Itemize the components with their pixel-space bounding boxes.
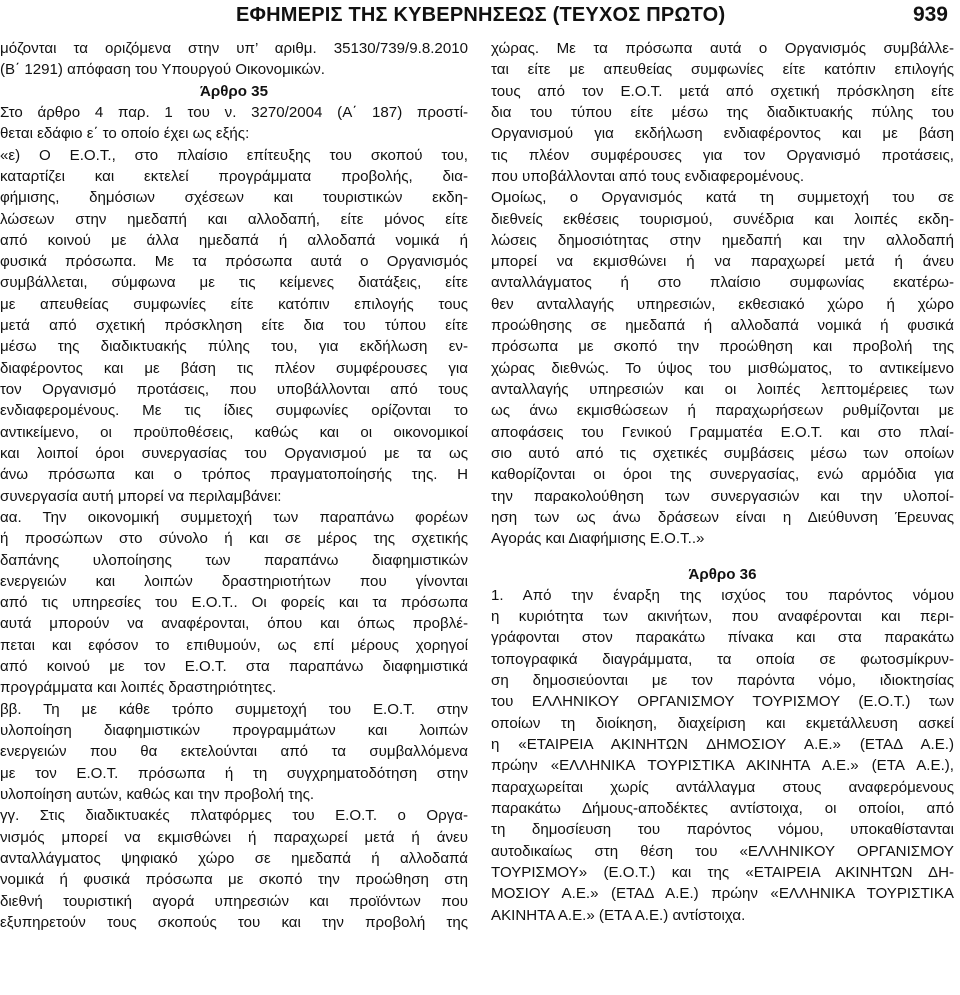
text-line: διαφέροντος και με βάση τις πλέον συμφέρουσες για [0, 359, 468, 377]
text-line: που υποβάλλονται από τους ενδιαφερομένους. [491, 167, 805, 185]
text-line: φήμισης, δημόσιων σχέσεων και τουριστικών εκδη- [0, 189, 468, 207]
text-line: πρόσωπα με σκοπό την προώθηση και προβολή της [491, 338, 954, 356]
text-line: συνεργασία αυτή μπορεί να περιλαμβάνει: [0, 487, 282, 505]
text-line: ΑΚΙΝΗΤΑ Α.Ε.» (ΕΤΑ Α.Ε.) αντίστοιχα. [491, 906, 746, 924]
text-line: καταρτίζει και εκτελεί προγράμματα προβολής, δια- [0, 167, 468, 185]
text-line: γράφονται στον παρακάτω πίνακα και στα παρακάτω [491, 629, 954, 647]
gazette-title: ΕΦΗΜΕΡΙΣ ΤΗΣ ΚΥΒΕΡΝΗΣΕΩΣ (ΤΕΥΧΟΣ ΠΡΩΤΟ) [236, 4, 726, 26]
text-line: του ΕΛΛΗΝΙΚΟΥ ΟΡΓΑΝΙΣΜΟΥ ΤΟΥΡΙΣΜΟΥ (Ε.Ο.Τ.) των [491, 693, 954, 711]
text-line: και λοιποί όροι συνεργασίας του Οργανισμού με τα ως [0, 444, 468, 462]
article-heading: Άρθρο 36 [688, 565, 757, 583]
text-line: νομικά ή φυσικά πρόσωπα με σκοπό την προώθηση στη [0, 871, 468, 889]
text-line: ή προσώπων στο σύνολο ή και σε μέρος της σχετικής [0, 530, 468, 548]
text-line: μόζονται τα οριζόμενα στην υπ’ αριθμ. 35130/739/9.8.2010 [0, 40, 468, 57]
text-line: την παρακολούθηση των συνεργασιών και την υλοποί- [491, 487, 954, 505]
text-line: σιο αυτό από τις σχετικές συμβάσεις μέσω των οποίων [491, 444, 954, 462]
text-line: ηση των ως άνω δράσεων είναι η Διεύθυνση Έρευνας [491, 508, 954, 526]
text-line: (Β΄ 1291) απόφαση του Υπουργού Οικονομικών. [0, 61, 326, 79]
text-line: Στο άρθρο 4 παρ. 1 του ν. 3270/2004 (Α΄ 187) προστί- [0, 103, 468, 121]
text-line: συμβάλλεται, σύμφωνα με τις κείμενες διατάξεις, είτε [0, 274, 468, 292]
text-line: νισμός μπορεί να εκμισθώνει ή παραχωρεί μετά ή άνευ [0, 828, 468, 846]
text-line: τη δημοσίευση του παρόντος νόμου, υποκαθίστανται [491, 821, 954, 839]
text-line: η κυριότητα των ακινήτων, που αναφέρονται και περι- [491, 608, 954, 626]
text-line: μέσω της διαδικτυακής πύλης του, για εκδήλωση εν- [0, 338, 468, 356]
text-line: «ε) Ο Ε.Ο.Τ., στο πλαίσιο επίτευξης του σκοπού του, [0, 146, 468, 164]
text-line: ως άνω εκμισθώσεων ή παραχωρήσεων ρυθμίζονται με [491, 402, 954, 420]
text-line: δαπάνης υλοποίησης των παραπάνω διαφημιστικών [0, 551, 468, 569]
text-line: προώθησης σε ημεδαπά ή αλλοδαπά νομικά ή φυσικά [491, 317, 954, 335]
text-line: αντικείμενο, οι προϋποθέσεις, καθώς και οι οικονομικοί [0, 423, 468, 441]
text-line: από κοινού με τον Ε.Ο.Τ. στα παραπάνω διαφημιστικά [0, 658, 468, 676]
text-line: παραχωρείται χωρίς αντάλλαγμα στους αναφερόμενους [491, 778, 954, 796]
text-line: 1. Από την έναρξη της ισχύος του παρόντος νόμου [491, 586, 954, 604]
text-line: προγράμματα και λοιπές δραστηριότητες. [0, 679, 277, 697]
text-line: ΤΟΥΡΙΣΜΟΥ» (Ε.Ο.Τ.) και της «ΕΤΑΙΡΕΙΑ ΑΚΙΝΗΤΩΝ ΔΗ- [491, 863, 954, 881]
text-line: ανταλλάγματος ή στο πλαίσιο συμφωνίας εκατέρω- [491, 274, 954, 292]
text-line: χώρας διεθνώς. Το ύψος του μισθώματος, το αντικείμενο [491, 359, 954, 377]
text-line: λώσεις δημοσιότητας στην ημεδαπή και την αλλοδαπή [491, 231, 954, 249]
left-text-column [0, 38, 468, 933]
text-line: λώσεων στην ημεδαπή και αλλοδαπή, είτε μόνος είτε [0, 210, 468, 228]
text-line: γγ. Στις διαδικτυακές πλατφόρμες του Ε.Ο.Τ. ο Οργα- [0, 807, 468, 825]
text-line: ση δημοσιεύονται με τον παρόντα νόμο, ιδιοκτησίας [491, 672, 954, 690]
text-line: αποφάσεις του Γενικού Γραμματέα Ε.Ο.Τ. και στο πλαί- [491, 423, 954, 441]
text-line: πεται και εφόσον το επιθυμούν, ως επί μέρους χορηγοί [0, 636, 468, 654]
text-line: από κοινού με άλλα ημεδαπά ή αλλοδαπά νομικά ή [0, 231, 468, 249]
text-line: τις πλέον συμφέρουσες για τον Οργανισμό προτάσεις, [491, 146, 954, 164]
text-line: εξυπηρετούν τους σκοπούς του και την προβολή της [0, 913, 468, 931]
text-line: δια του τύπου είτε μέσω της διαδικτυακής πύλης του [491, 103, 954, 121]
text-line: τοπογραφικά διαγράμματα, τα οποία σε φωτοσμίκρυν- [491, 650, 954, 668]
text-line: με τον Ε.Ο.Τ. πρόσωπα ή τη συγχρηματοδότηση στην [0, 764, 468, 782]
text-line: ται είτε με απευθείας συμφωνίες είτε κατόπιν επιλογής [491, 61, 954, 79]
text-line: υλοποίηση αυτών, καθώς και την προβολή της. [0, 785, 315, 803]
text-line: μετά από σχετική πρόσκληση είτε δια του τύπου είτε [0, 317, 468, 335]
text-line: φυσικά πρόσωπα. Με τα πρόσωπα αυτά ο Οργανισμός [0, 253, 468, 271]
text-line: ενεργειών και λοιπών δραστηριοτήτων που γίνονται [0, 572, 468, 590]
page-number: 939 [912, 3, 948, 26]
text-line: αα. Την οικονομική συμμετοχή των παραπάνω φορέων [0, 508, 468, 526]
text-line: ΜΟΣΙΟΥ Α.Ε.» (ΕΤΑΔ Α.Ε.) πρώην «ΕΛΛΗΝΙΚΑ ΤΟΥΡΙΣΤΙΚΑ [491, 885, 954, 903]
text-line: άνω πρόσωπα και ο τρόπος πραγματοποίησής της. Η [0, 466, 468, 484]
text-line: υλοποίηση διαφημιστικών προγραμμάτων και λοιπών [0, 722, 468, 739]
text-line: ενεργειών που θα εκτελούνται από τα συμβαλλόμενα [0, 743, 468, 761]
text-line: τον Οργανισμό προτάσεις, που υποβάλλονται από τους [0, 381, 468, 398]
text-line: πρώην «ΕΛΛΗΝΙΚΑ ΤΟΥΡΙΣΤΙΚΑ ΑΚΙΝΗΤΑ Α.Ε.» (ΕΤΑ Α.Ε.), [491, 757, 954, 775]
text-line: διεθνή τουριστική αγορά υπηρεσιών και προϊόντων που [0, 892, 468, 910]
text-line: ανταλλάγματος ψηφιακό χώρο σε ημεδαπά ή αλλοδαπά [0, 849, 468, 867]
right-text-column [491, 38, 954, 926]
page-header [0, 0, 960, 36]
text-line: οποίων τη διοίκηση, διαχείριση και εκμετάλλευση ασκεί [491, 714, 954, 732]
text-line: θεν ανταλλαγής υπηρεσιών, εκθεσιακό χώρο ή χώρο [491, 295, 954, 313]
section-spacer [491, 550, 954, 564]
text-line: διεθνείς εκθέσεις τουρισμού, συνέδρια και λοιπές εκδη- [491, 210, 954, 228]
text-line: η «ΕΤΑΙΡΕΙΑ ΑΚΙΝΗΤΩΝ ΔΗΜΟΣΙΟΥ Α.Ε.» (ΕΤΑΔ Α.Ε.) [491, 736, 954, 753]
text-line: μπορεί να εκμισθώνει ή να παραχωρεί μετά ή άνευ [491, 253, 954, 271]
text-line: καθορίζονται οι όροι της συνεργασίας, ενώ αρμόδια για [491, 466, 954, 484]
text-line: χώρας. Με τα πρόσωπα αυτά ο Οργανισμός συμβάλλε- [491, 40, 954, 57]
text-line: από τις υπηρεσίες του Ε.Ο.Τ.. Οι φορείς και τα πρόσωπα [0, 594, 468, 612]
text-line: ενδιαφερομένους. Με τις ίδιες συμφωνίες ορίζονται το [0, 402, 468, 420]
text-line: Αγοράς και Διαφήμισης Ε.Ο.Τ..» [491, 530, 705, 548]
text-line: ανταλλαγής υπηρεσιών και οι λοιπές λεπτομέρειες των [491, 381, 954, 398]
text-line: ββ. Τη με κάθε τρόπο συμμετοχή του Ε.Ο.Τ. στην [0, 700, 468, 718]
text-line: Ομοίως, ο Οργανισμός κατά τη συμμετοχή του σε [491, 189, 954, 207]
text-line: αυτοδικαίως στη θέση του «ΕΛΛΗΝΙΚΟΥ ΟΡΓΑΝΙΣΜΟΥ [491, 842, 954, 860]
text-line: θεται εδάφιο ε΄ το οποίο έχει ως εξής: [0, 125, 250, 143]
text-line: αυτά μπορούν να αναφέρονται, όπου και όπως προβλέ- [0, 615, 468, 633]
text-line: με απευθείας συμφωνίες είτε κατόπιν επιλογής τους [0, 295, 468, 313]
text-line: τους από τον Ε.Ο.Τ. μετά από σχετική πρόσκληση είτε [491, 82, 954, 100]
text-line: Οργανισμού για εκδήλωση ενδιαφέροντος και με βάση [491, 125, 954, 143]
text-line: παρακάτω Δήμους-αποδέκτες αντίστοιχα, οι οποίοι, από [491, 799, 954, 817]
article-heading: Άρθρο 35 [200, 82, 268, 100]
